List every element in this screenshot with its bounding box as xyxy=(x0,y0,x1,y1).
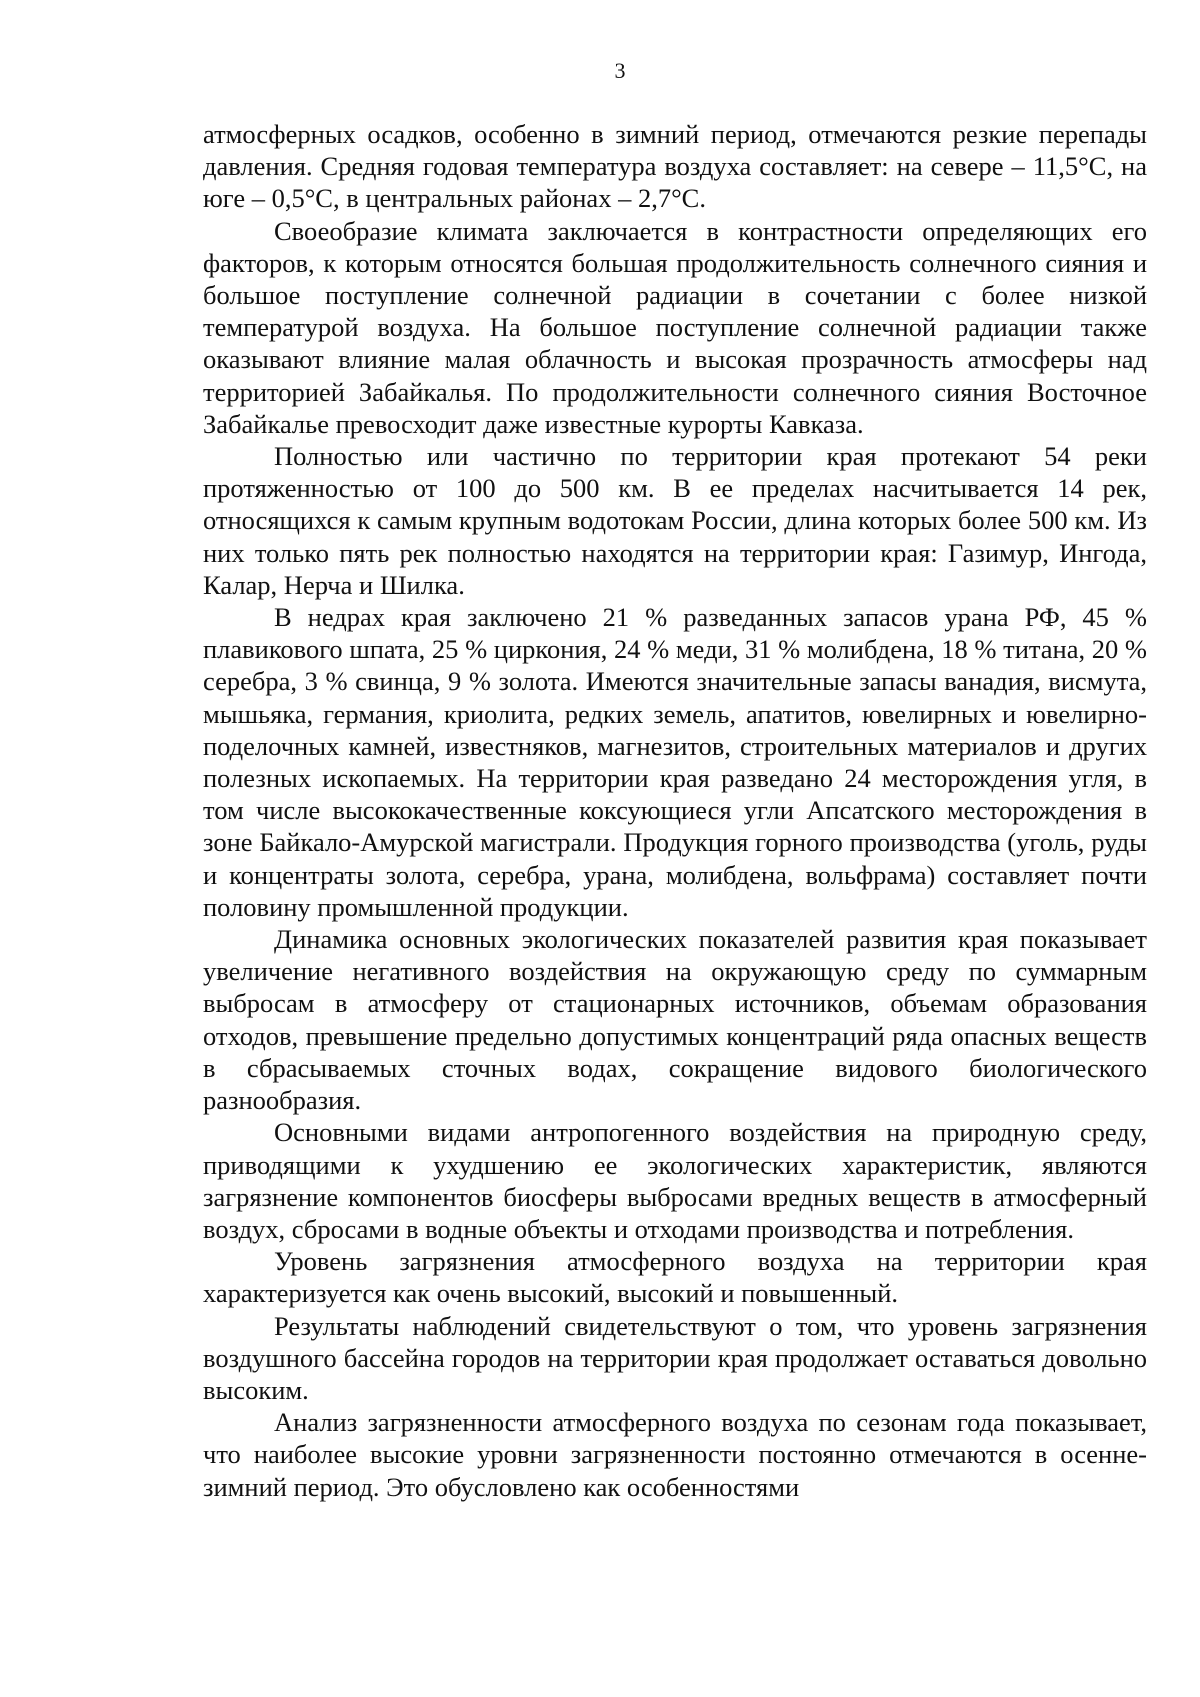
paragraph-climate-continuation: атмосферных осадков, особенно в зимний период, отмечаются резкие перепады давления. Средняя годовая температура воздуха составляет: на севере – 11,5°С, на юге – 0,5°С, в центральных районах – 2,7°С. xyxy=(203,119,1147,214)
document-body xyxy=(203,118,1147,1503)
paragraph-mineral-resources: В недрах края заключено 21 % разведанных запасов урана РФ, 45 % плавикового шпата, 25 % циркония, 24 % меди, 31 % молибдена, 18 % титана, 20 % серебра, 3 % свинца, 9 % золота. Имеются значительные запасы ванадия, висмута, мышьяка, германия, криолита, редких земель, апатитов, ювелирных и ювелирно-поделочных камней, известняков, магнезитов, строительных материалов и других полезных ископаемых. На территории края разведано 24 месторождения угля, в том числе высококачественные коксующиеся угли Апсатского месторождения в зоне Байкало-Амурской магистрали. Продукция горного производства (уголь, руды и концентраты золота, серебра, урана, молибдена, вольфрама) составляет почти половину промышленной продукции. xyxy=(203,602,1147,922)
paragraph-rivers: Полностью или частично по территории края протекают 54 реки протяженностью от 100 до 500 км. В ее пределах насчитывается 14 рек, относящихся к самым крупным водотокам России, длина которых более 500 км. Из них только пять рек полностью находятся на территории края: Газимур, Ингода, Калар, Нерча и Шилка. xyxy=(203,441,1147,600)
paragraph-air-pollution-level: Уровень загрязнения атмосферного воздуха на территории края характеризуется как очень высокий, высокий и повышенный. xyxy=(203,1246,1147,1309)
paragraph-anthropogenic-impact: Основными видами антропогенного воздействия на природную среду, приводящими к ухудшению ее экологических характеристик, являются загрязнение компонентов биосферы выбросами вредных веществ в атмосферный воздух, сбросами в водные объекты и отходами производства и потребления. xyxy=(203,1117,1147,1244)
page-number: 3 xyxy=(614,58,626,83)
paragraph-climate-features: Своеобразие климата заключается в контрастности определяющих его факторов, к которым относятся большая продолжительность солнечного сияния и большое поступление солнечной радиации в сочетании с более низкой температурой воздуха. На большое поступление солнечной радиации также оказывают влияние малая облачность и высокая прозрачность атмосферы над территорией Забайкалья. По продолжительности солнечного сияния Восточное Забайкалье превосходит даже известные курорты Кавказа. xyxy=(203,215,1147,439)
paragraph-ecology-dynamics: Динамика основных экологических показателей развития края показывает увеличение негативного воздействия на окружающую среду по суммарным выбросам в атмосферу от стационарных источников, объемам образования отходов, превышение предельно допустимых концентраций ряда опасных веществ в сбрасываемых сточных водах, сокращение видового биологического разнообразия. xyxy=(203,924,1147,1116)
paragraph-observation-results: Результаты наблюдений свидетельствуют о том, что уровень загрязнения воздушного бассейна городов на территории края продолжает оставаться довольно высоким. xyxy=(203,1310,1147,1405)
paragraph-seasonal-analysis: Анализ загрязненности атмосферного воздуха по сезонам года показывает, что наиболее высокие уровни загрязненности постоянно отмечаются в осенне-зимний период. Это обусловлено как особенностями xyxy=(203,1407,1147,1502)
